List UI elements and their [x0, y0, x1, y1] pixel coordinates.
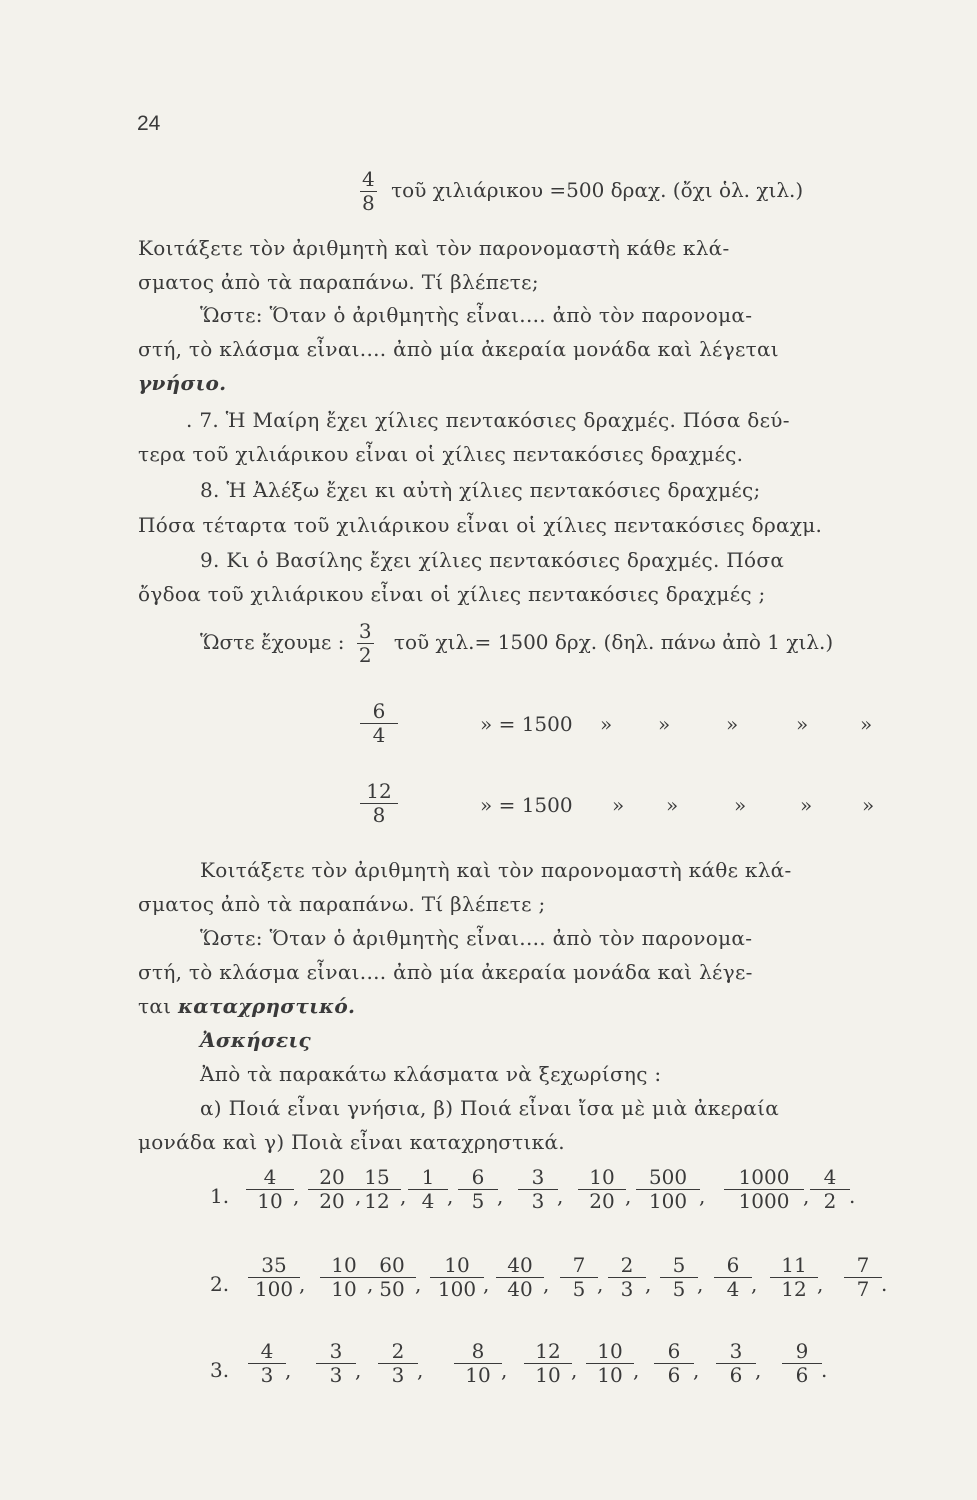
exercise-fraction — [526, 1340, 570, 1387]
exercise-fraction — [638, 1166, 698, 1213]
separator: , — [543, 1272, 550, 1296]
fraction-numerator: 10 — [444, 1253, 470, 1277]
exercise-fraction — [580, 1166, 624, 1213]
exercise-fraction — [456, 1340, 500, 1387]
exercises-q2: μονάδα καὶ γ) Ποιὰ εἶναι καταχρηστικά. — [138, 1130, 565, 1154]
fraction-numerator: 10 — [589, 1165, 615, 1189]
ditto-mark: » — [862, 793, 875, 817]
conclusion-fraction-2 — [362, 700, 396, 747]
exercise-fraction — [812, 1166, 848, 1213]
fraction-numerator: 1 — [421, 1165, 435, 1189]
para2-line5 — [138, 994, 906, 1018]
exercise-fraction — [656, 1340, 692, 1387]
problem-7-line1: . 7. Ἡ Μαίρη ἔχει χίλιες πεντακόσιες δραχμές. Πόσα δεύ- — [186, 408, 790, 432]
fraction-denominator: 4 — [408, 1189, 448, 1213]
para2-term: καταχρηστικό. — [177, 994, 356, 1018]
fraction-denominator: 2 — [810, 1189, 850, 1213]
exercise-fraction — [718, 1340, 754, 1387]
fraction-denominator: 1000 — [724, 1189, 804, 1213]
separator: , — [597, 1272, 604, 1296]
page-number: 24 — [137, 112, 161, 135]
conclusion-row-3 — [362, 780, 396, 827]
problem-8-line2: Πόσα τέταρτα τοῦ χιλιάρικου εἶναι οἱ χίλιες πεντακόσιες δραχμ. — [138, 513, 823, 537]
fraction-numerator: 3 — [531, 1165, 545, 1189]
separator: , — [400, 1184, 407, 1208]
fraction-numerator: 5 — [672, 1253, 686, 1277]
separator: , — [483, 1272, 490, 1296]
ditto-mark: » — [726, 712, 739, 736]
fraction-denominator: 4 — [360, 723, 398, 747]
fraction-numerator: 6 — [667, 1339, 681, 1363]
fraction-numerator: 15 — [364, 1165, 390, 1189]
exercise-fraction — [784, 1340, 820, 1387]
problem-8-line1: 8. Ἡ Ἀλέξω ἔχει κι αὐτὴ χίλιες πεντακόσιες δραχμές; — [200, 478, 761, 502]
separator: . — [849, 1184, 856, 1208]
fraction-denominator: 10 — [524, 1363, 572, 1387]
fraction-denominator: 100 — [248, 1277, 300, 1301]
separator: , — [625, 1184, 632, 1208]
fraction-denominator: 100 — [430, 1277, 484, 1301]
fraction-numerator: 6 — [726, 1253, 740, 1277]
ditto-mark: » — [800, 793, 813, 817]
conclusion-row-1 — [200, 620, 833, 667]
fraction-denominator: 20 — [578, 1189, 626, 1213]
fraction-numerator: 8 — [471, 1339, 485, 1363]
row-label: 2. — [210, 1272, 230, 1296]
exercise-fraction — [588, 1340, 632, 1387]
fraction-denominator: 10 — [246, 1189, 294, 1213]
exercise-fraction — [772, 1254, 816, 1301]
fraction-numerator: 20 — [319, 1165, 345, 1189]
fraction-numerator: 1000 — [738, 1165, 790, 1189]
para1-line1: Κοιτάξετε τὸν ἀριθμητὴ καὶ τὸν παρονομαστὴ κάθε κλά- — [138, 236, 730, 260]
separator: , — [557, 1184, 564, 1208]
exercise-fraction — [498, 1254, 542, 1301]
exercise-fraction — [250, 1254, 298, 1301]
fraction-row-3 — [210, 1340, 850, 1400]
fraction-denominator: 3 — [518, 1189, 558, 1213]
fraction-denominator: 100 — [636, 1189, 700, 1213]
fraction-denominator: 6 — [654, 1363, 694, 1387]
separator: , — [693, 1358, 700, 1382]
fraction-numerator: 35 — [261, 1253, 287, 1277]
separator: , — [645, 1272, 652, 1296]
para1-line3: Ὥστε: Ὅταν ὁ ἀριθμητὴς εἶναι.... ἀπὸ τὸν παρονομα- — [200, 303, 753, 327]
para2-line5-prefix: ται — [138, 994, 172, 1018]
exercise-fraction — [716, 1254, 750, 1301]
fraction-denominator: 3 — [248, 1363, 286, 1387]
exercise-fraction — [380, 1340, 416, 1387]
fraction-numerator: 3 — [729, 1339, 743, 1363]
fraction-denominator: 6 — [782, 1363, 822, 1387]
exercises-q1: α) Ποιά εἶναι γνήσια, β) Ποιά εἶναι ἴσα μὲ μιὰ ἀκεραία — [200, 1096, 780, 1120]
separator: , — [355, 1358, 362, 1382]
separator: , — [751, 1272, 758, 1296]
fraction-row-2 — [210, 1253, 888, 1314]
separator: , — [417, 1358, 424, 1382]
fraction-numerator: 2 — [620, 1253, 634, 1277]
fraction-denominator: 5 — [660, 1277, 698, 1301]
fraction-denominator: 3 — [316, 1363, 356, 1387]
intro-line — [360, 168, 803, 215]
fraction-numerator: 500 — [648, 1165, 688, 1189]
exercise-fraction — [610, 1254, 644, 1301]
separator: , — [415, 1272, 422, 1296]
para2-line2: σματος ἀπὸ τὰ παραπάνω. Τί βλέπετε ; — [138, 892, 546, 916]
para2-line1: Κοιτάξετε τὸν ἀριθμητὴ καὶ τὸν παρονομαστὴ κάθε κλά- — [200, 858, 792, 882]
fraction-numerator: 7 — [856, 1253, 870, 1277]
fraction-denominator: 3 — [378, 1363, 418, 1387]
ditto-mark: » — [796, 712, 809, 736]
ditto-mark: » — [600, 712, 613, 736]
separator: , — [697, 1272, 704, 1296]
conclusion-eq-2: » = 1500 — [480, 712, 573, 736]
para1-line2: σματος ἀπὸ τὰ παραπάνω. Τί βλέπετε; — [138, 270, 539, 294]
separator: , — [803, 1184, 810, 1208]
para1-term: γνήσιο. — [138, 371, 227, 395]
fraction-denominator: 8 — [362, 191, 375, 215]
fraction-denominator: 4 — [714, 1277, 752, 1301]
fraction-row-1 — [210, 1165, 856, 1226]
fraction-denominator: 40 — [496, 1277, 544, 1301]
fraction-numerator: 3 — [329, 1339, 343, 1363]
fraction-denominator: 10 — [586, 1363, 634, 1387]
exercise-fraction — [410, 1166, 446, 1213]
conclusion-eq-3: » = 1500 — [480, 793, 573, 817]
conclusion-text-1: τοῦ χιλ.= 1500 δρχ. (δηλ. πάνω ἀπὸ 1 χιλ.) — [393, 630, 834, 654]
fraction-denominator: 12 — [353, 1189, 401, 1213]
para2-line4: στή, τὸ κλάσμα εἶναι.... ἀπὸ μία ἀκεραία μονάδα καὶ λέγε- — [138, 960, 753, 984]
para2-line3: Ὥστε: Ὅταν ὁ ἀριθμητὴς εἶναι.... ἀπὸ τὸν παρονομα- — [200, 926, 753, 950]
conclusion-fraction-3 — [362, 780, 396, 827]
separator: , — [367, 1272, 374, 1296]
ditto-mark: » — [734, 793, 747, 817]
fraction-denominator: 6 — [716, 1363, 756, 1387]
fraction-numerator: 6 — [372, 699, 386, 723]
separator: , — [293, 1184, 300, 1208]
separator: , — [755, 1358, 762, 1382]
fraction-numerator: 7 — [572, 1253, 586, 1277]
fraction-numerator: 4 — [362, 167, 375, 191]
exercises-heading: Ἀσκήσεις — [200, 1028, 311, 1052]
exercise-fraction — [322, 1254, 366, 1301]
fraction-numerator: 40 — [507, 1253, 533, 1277]
fraction-denominator: 8 — [360, 803, 398, 827]
intro-fraction — [360, 168, 377, 215]
fraction-numerator: 10 — [331, 1253, 357, 1277]
fraction-numerator: 12 — [366, 779, 392, 803]
fraction-numerator: 11 — [781, 1253, 807, 1277]
fraction-numerator: 6 — [471, 1165, 485, 1189]
fraction-denominator: 10 — [320, 1277, 368, 1301]
fraction-denominator: 5 — [458, 1189, 498, 1213]
exercise-fraction — [726, 1166, 802, 1213]
problem-9-line2: ὄγδοα τοῦ χιλιάρικου εἶναι οἱ χίλιες πεντακόσιες δραχμές ; — [138, 582, 766, 606]
exercise-fraction — [460, 1166, 496, 1213]
exercise-fraction — [248, 1166, 292, 1213]
exercise-fraction — [370, 1254, 414, 1301]
exercise-fraction — [662, 1254, 696, 1301]
separator: , — [699, 1184, 706, 1208]
exercise-fraction — [846, 1254, 880, 1301]
exercise-fraction — [318, 1340, 354, 1387]
fraction-numerator: 2 — [391, 1339, 405, 1363]
fraction-denominator: 12 — [770, 1277, 818, 1301]
separator: , — [497, 1184, 504, 1208]
exercise-fraction — [520, 1166, 556, 1213]
separator: . — [881, 1272, 888, 1296]
fraction-numerator: 9 — [795, 1339, 809, 1363]
exercise-fraction — [250, 1340, 284, 1387]
separator: , — [633, 1358, 640, 1382]
conclusion-fraction-1 — [357, 620, 374, 667]
fraction-numerator: 4 — [260, 1339, 274, 1363]
fraction-denominator: 5 — [560, 1277, 598, 1301]
row-label: 3. — [210, 1358, 230, 1382]
fraction-numerator: 4 — [263, 1165, 277, 1189]
exercise-fraction — [432, 1254, 482, 1301]
ditto-mark: » — [860, 712, 873, 736]
exercise-fraction — [562, 1254, 596, 1301]
fraction-numerator: 12 — [535, 1339, 561, 1363]
ditto-mark: » — [612, 793, 625, 817]
row-label: 1. — [210, 1184, 230, 1208]
fraction-numerator: 4 — [823, 1165, 837, 1189]
separator: , — [571, 1358, 578, 1382]
ditto-mark: » — [666, 793, 679, 817]
problem-7-line2: τερα τοῦ χιλιάρικου εἶναι οἱ χίλιες πεντακόσιες δραχμές. — [138, 442, 744, 466]
separator: , — [299, 1272, 306, 1296]
fraction-denominator: 2 — [358, 643, 372, 667]
fraction-numerator: 10 — [597, 1339, 623, 1363]
separator: . — [821, 1358, 828, 1382]
fraction-numerator: 3 — [358, 619, 372, 643]
separator: , — [501, 1358, 508, 1382]
conclusion-row-2 — [362, 700, 396, 747]
conclusion-prefix: Ὥστε ἔχουμε : — [200, 630, 345, 654]
problem-9-line1: 9. Κι ὁ Βασίλης ἔχει χίλιες πεντακόσιες δραχμές. Πόσα — [200, 548, 785, 572]
para1-line4: στή, τὸ κλάσμα εἶναι.... ἀπὸ μία ἀκεραία μονάδα καὶ λέγεται — [138, 337, 779, 361]
exercise-fraction — [355, 1166, 399, 1213]
fraction-denominator: 20 — [308, 1189, 356, 1213]
fraction-denominator: 3 — [608, 1277, 646, 1301]
fraction-denominator: 10 — [454, 1363, 502, 1387]
ditto-mark: » — [658, 712, 671, 736]
separator: , — [447, 1184, 454, 1208]
separator: , — [817, 1272, 824, 1296]
separator: , — [285, 1358, 292, 1382]
fraction-denominator: 50 — [368, 1277, 416, 1301]
exercises-instruction: Ἀπὸ τὰ παρακάτω κλάσματα νὰ ξεχωρίσης : — [200, 1062, 662, 1086]
exercise-fraction — [310, 1166, 354, 1213]
intro-text: τοῦ χιλιάρικου =500 δραχ. (ὄχι ὁλ. χιλ.) — [391, 178, 804, 202]
separator: , — [355, 1184, 362, 1208]
fraction-numerator: 60 — [379, 1253, 405, 1277]
fraction-denominator: 7 — [844, 1277, 882, 1301]
